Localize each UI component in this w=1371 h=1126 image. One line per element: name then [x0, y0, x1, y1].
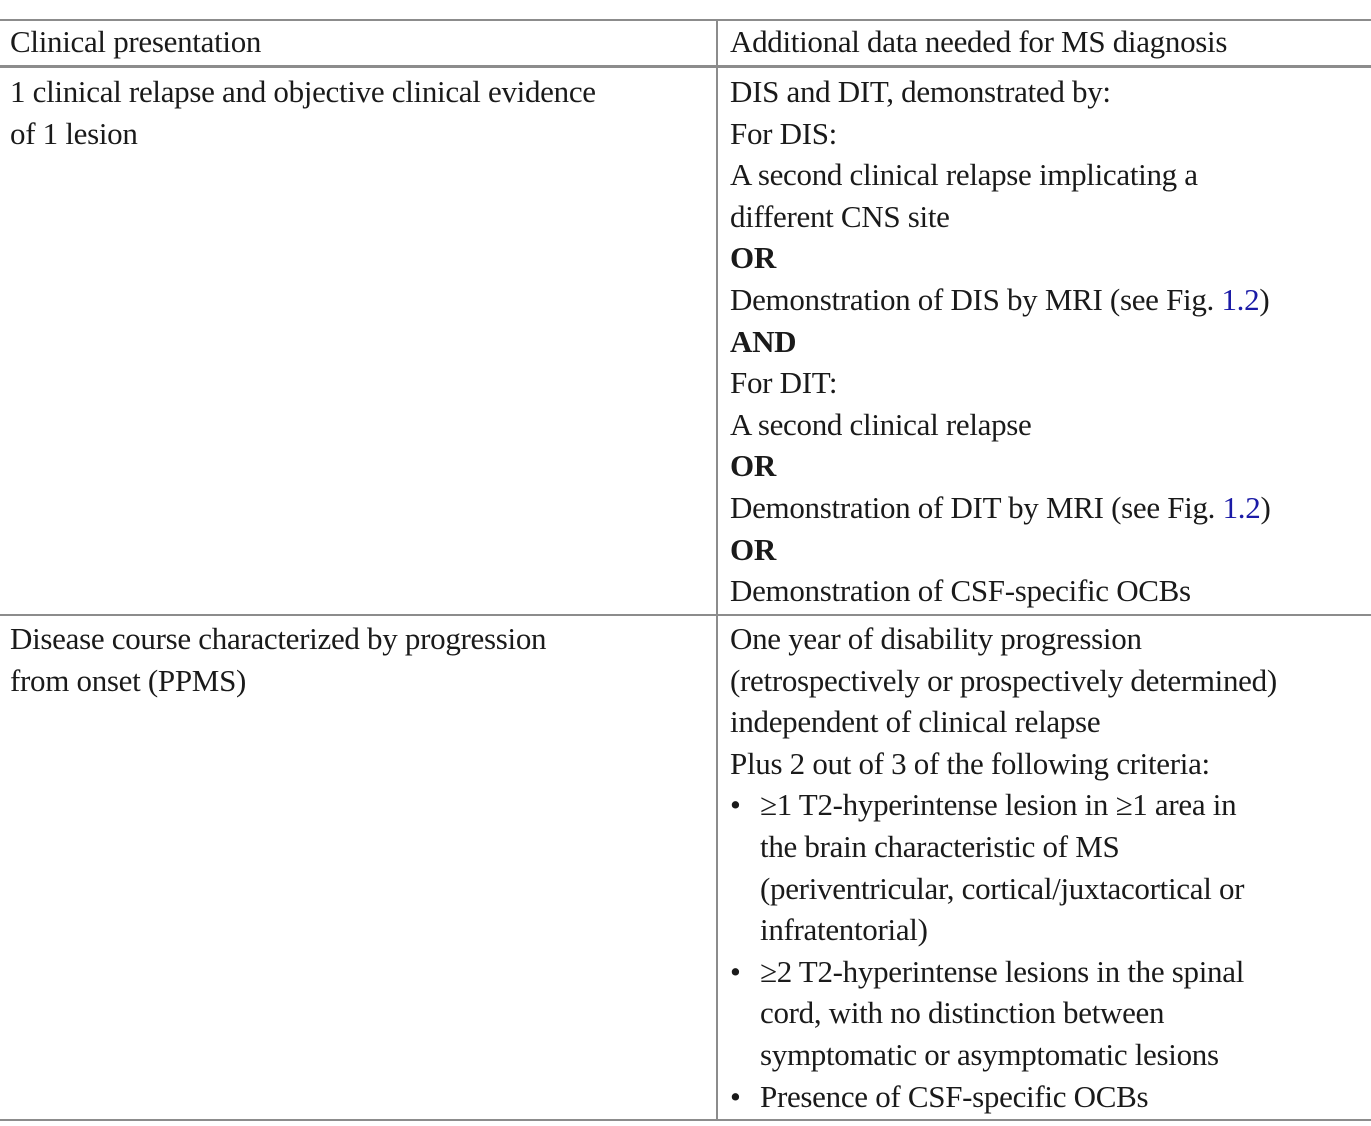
cell-text: For DIT: [730, 365, 838, 401]
cell-text: ) [1259, 281, 1270, 317]
cell-text: Disease course characterized by progression [10, 621, 547, 656]
table-bottom-rule [0, 1119, 1371, 1121]
column-divider [716, 19, 718, 1121]
column-header-additional-data [730, 21, 1370, 63]
cell-text: of 1 lesion [10, 115, 138, 151]
cell-text: from onset (PPMS) [10, 662, 247, 698]
cell-text: infratentorial) [760, 912, 928, 948]
cell-text: One year of disability progression [730, 621, 1142, 656]
cell-text: A second clinical relapse implicating a [730, 157, 1198, 193]
cell-text: (periventricular, cortical/juxtacortical or [760, 870, 1245, 906]
cell-text: Plus 2 out of 3 of the following criteria: [730, 745, 1210, 781]
or-keyword: OR [730, 240, 776, 276]
cell-text: different CNS site [730, 198, 950, 234]
header-bottom-rule [0, 65, 1371, 68]
cell-text: ≥1 T2-hyperintense lesion in ≥1 area in [760, 787, 1237, 823]
criteria-bullet-item [730, 1076, 1370, 1118]
or-keyword: OR [730, 448, 776, 484]
cell-text: cord, with no distinction between [760, 995, 1165, 1031]
cell-text: symptomatic or asymptomatic lesions [760, 1036, 1219, 1072]
row-2-requirements [730, 618, 1370, 1117]
cell-text: ) [1260, 489, 1271, 525]
cell-text: the brain characteristic of MS [760, 828, 1120, 864]
header-label: Clinical presentation [10, 24, 262, 59]
criteria-bullet-item [730, 951, 1370, 1076]
cell-text: 1 clinical relapse and objective clinical evidence [10, 74, 596, 109]
row-divider [0, 614, 1371, 616]
cell-text-with-figure-ref [730, 279, 1370, 321]
criteria-bullet-item [730, 784, 1370, 950]
and-keyword: AND [730, 323, 797, 359]
row-2-presentation [10, 618, 710, 701]
figure-link[interactable]: 1.2 [1222, 489, 1261, 525]
cell-text: Demonstration of DIT by MRI (see Fig. [730, 489, 1223, 525]
cell-text: independent of clinical relapse [730, 704, 1101, 740]
cell-text: (retrospectively or prospectively determined) [730, 662, 1277, 698]
column-header-clinical-presentation [10, 21, 710, 63]
cell-text: Demonstration of CSF-specific OCBs [730, 573, 1191, 609]
cell-text-with-figure-ref [730, 487, 1370, 529]
or-keyword: OR [730, 531, 776, 567]
cell-text: DIS and DIT, demonstrated by: [730, 74, 1111, 109]
cell-text: Presence of CSF-specific OCBs [760, 1078, 1149, 1114]
header-label: Additional data needed for MS diagnosis [730, 24, 1228, 59]
row-1-requirements [730, 71, 1370, 612]
cell-text: Demonstration of DIS by MRI (see Fig. [730, 281, 1222, 317]
bullet-icon: • [730, 1078, 741, 1114]
cell-text: For DIS: [730, 115, 837, 151]
bullet-icon: • [730, 953, 741, 989]
figure-link[interactable]: 1.2 [1221, 281, 1260, 317]
row-1-presentation [10, 71, 710, 154]
cell-text: ≥2 T2-hyperintense lesions in the spinal [760, 953, 1245, 989]
bullet-icon: • [730, 787, 741, 823]
cell-text: A second clinical relapse [730, 406, 1032, 442]
